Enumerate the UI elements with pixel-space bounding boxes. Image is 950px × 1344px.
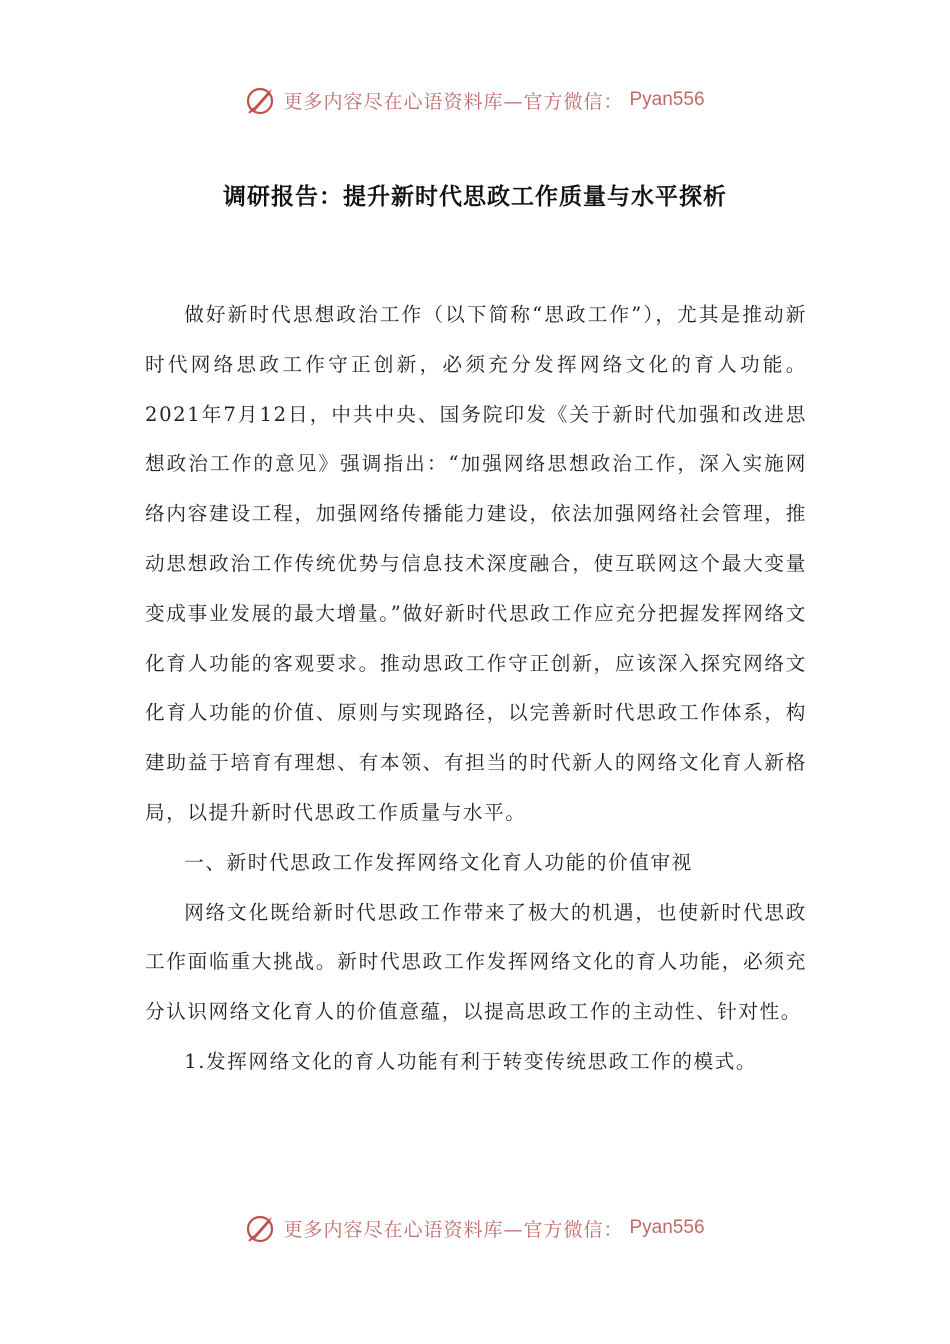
subsection-heading-1-1: 1.发挥网络文化的育人功能有利于转变传统思政工作的模式。 (184, 1049, 758, 1073)
watermark-handle: Pyan556 (629, 1217, 705, 1238)
document-body (145, 290, 807, 1087)
watermark-text: 更多内容尽在心语资料库—官方微信： (283, 1218, 624, 1241)
watermark-handle: Pyan556 (629, 89, 705, 110)
paragraph-intro: 做好新时代思想政治工作（以下简称“思政工作”），尤其是推动新时代网络思政工作守正创新，必须充分发挥网络文化的育人功能。2021年7月12日，中共中央、国务院印发《关于新时代加强和改进思想政治工作的意见》强调指出：“加强网络思想政治工作，深入实施网络内容建设工程，加强网络传播能力建设，依法加强网络社会管理，推动思想政治工作传统优势与信息技术深度融合，使互联网这个最大变量变成事业发展的最大增量。”做好新时代思政工作应充分把握发挥网络文化育人功能的客观要求。推动思政工作守正创新，应该深入探究网络文化育人功能的价值、原则与实现路径，以完善新时代思政工作体系，构建助益于培育有理想、有本领、有担当的时代新人的网络文化育人新格局，以提升新时代思政工作质量与水平。 (145, 303, 807, 824)
paragraph-section-1: 网络文化既给新时代思政工作带来了极大的机遇，也使新时代思政工作面临重大挑战。新时代思政工作发挥网络文化的育人功能，必须充分认识网络文化育人的价值意蕴，以提高思政工作的主动性、针对性。 (145, 900, 807, 1024)
watermark-footer (0, 1212, 950, 1244)
document-title: 调研报告：提升新时代思政工作质量与水平探析 (223, 184, 727, 210)
watermark-header (0, 84, 950, 116)
watermark-text: 更多内容尽在心语资料库—官方微信： (283, 90, 624, 113)
pen-nib-logo-icon (245, 1212, 277, 1244)
section-heading-1: 一、新时代思政工作发挥网络文化育人功能的价值审视 (184, 850, 693, 874)
pen-nib-logo-icon (245, 84, 277, 116)
